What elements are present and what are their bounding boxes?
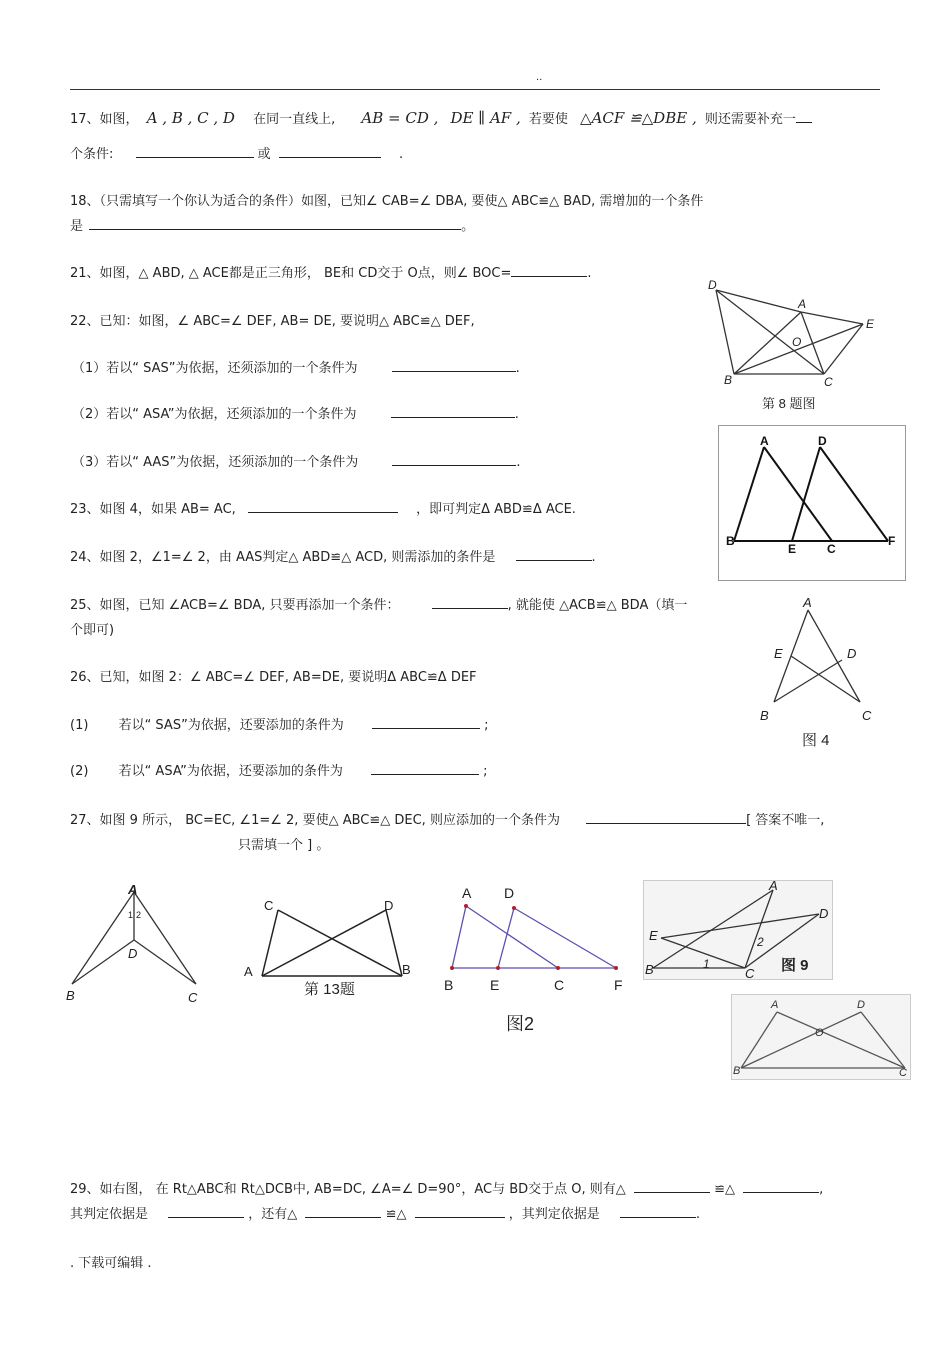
question-27-line2: 只需填一个 ] 。: [238, 838, 330, 853]
q29-blank-3[interactable]: [168, 1204, 244, 1218]
question-25-line1: [70, 594, 687, 613]
q17-eq1: AB = CD ,: [361, 109, 439, 127]
q23-blank[interactable]: [248, 499, 398, 513]
q27-blank[interactable]: [586, 810, 746, 824]
q17-number: 17、如图，: [70, 112, 139, 127]
q17-eq2: DE ∥ AF ,: [450, 109, 521, 127]
f13-label-b: B: [402, 962, 411, 977]
q22-blank-1[interactable]: [392, 358, 516, 372]
q29-blank-1[interactable]: [634, 1179, 710, 1193]
q18-end: 。: [461, 219, 475, 234]
q29-blank-2[interactable]: [743, 1179, 819, 1193]
q25-text1: 25、如图，已知 ∠ACB=∠ BDA, 只要再添加一个条件：: [70, 598, 400, 613]
q29-blank-6[interactable]: [620, 1204, 696, 1218]
q22-sub1-text: （1）若以“ SAS”为依据，还须添加的一个条件为: [72, 361, 358, 376]
q23-text2: ，即可判定Δ ABD≌Δ ACE.: [416, 502, 576, 517]
question-22-stem: 22、已知：如图，∠ ABC=∠ DEF, AB= DE, 要说明△ ABC≌△ DEF,: [70, 314, 475, 329]
q24-text: 24、如图 2，∠1=∠ 2，由 AAS判定△ ABD≌△ ACD, 则需添加的条件是: [70, 550, 496, 565]
f8-caption: 第 8 题图: [762, 396, 816, 411]
question-29-line1: [70, 1178, 823, 1197]
f12-label-c: C: [188, 990, 198, 1005]
f9-label-2: 2: [757, 935, 764, 949]
figure-9: [643, 880, 833, 980]
f29-label-o: O: [815, 1027, 824, 1039]
header-dots: ..: [536, 72, 543, 83]
q29-text1: 29、如右图， 在 Rt△ABC和 Rt△DCB中, AB=DC, ∠A=∠ D=90°，AC与 BD交于点 O, 则有△: [70, 1182, 626, 1197]
q22-blank-3[interactable]: [392, 452, 516, 466]
q21-blank[interactable]: [511, 263, 587, 277]
f4-label-e: E: [774, 646, 783, 661]
f13-label-c: C: [264, 898, 274, 913]
q25-blank[interactable]: [432, 595, 508, 609]
fabc-label-c: C: [827, 542, 836, 556]
f2-label-f: F: [614, 977, 623, 993]
q22-blank-2[interactable]: [391, 404, 515, 418]
q17-text2: 若要使: [528, 112, 568, 127]
fabc-label-f: F: [888, 534, 896, 548]
question-26-stem: 26、已知，如图 2：∠ ABC=∠ DEF, AB=DE, 要说明Δ ABC≌Δ DEF: [70, 670, 477, 685]
f8-label-o: O: [792, 335, 802, 349]
q29-blank-4[interactable]: [305, 1204, 381, 1218]
f12-label-a: A: [128, 882, 138, 897]
f13-label-d: D: [384, 898, 394, 913]
f8-label-a: A: [798, 297, 807, 311]
q17-text4: 个条件:: [70, 147, 114, 162]
q29-text2: 其判定依据是: [70, 1207, 149, 1222]
f12-label-2: 2: [136, 910, 142, 920]
q23-text1: 23、如图 4，如果 AB= AC,: [70, 502, 236, 517]
question-18-line1: 18、（只需填写一个你认为适合的条件）如图，已知∠ CAB=∠ DBA, 要使△ ABC≌△ BAD, 需增加的一个条件: [70, 194, 704, 209]
f9-label-c: C: [745, 966, 755, 980]
f9-label-b: B: [645, 962, 654, 977]
f9-label-a: A: [769, 880, 778, 893]
q21-end: .: [587, 266, 592, 281]
f12-label-1: 1: [128, 910, 134, 920]
q26-sub1-text: 若以“ SAS”为依据，还要添加的条件为: [118, 718, 344, 733]
q29-comma: ,: [819, 1182, 824, 1197]
question-17-line2: [70, 143, 403, 162]
question-17-line1: [70, 108, 812, 127]
q26-blank-1[interactable]: [372, 715, 480, 729]
f29-label-b: B: [733, 1065, 741, 1077]
q17-points: A , B , C , D: [146, 109, 235, 127]
question-27-line1: [70, 809, 824, 828]
figure-angles-12: [58, 880, 218, 1008]
q18-blank[interactable]: [89, 216, 461, 230]
question-26-sub1: [70, 714, 488, 733]
f8-label-b: B: [724, 373, 733, 387]
f9-label-e: E: [649, 928, 658, 943]
q17-or: 或: [257, 147, 271, 162]
fabc-label-e: E: [788, 542, 797, 556]
f9-caption: 图 9: [781, 957, 809, 974]
q26-n2: (2): [70, 764, 89, 779]
q22-end-2: .: [514, 407, 519, 422]
question-24: [70, 546, 596, 565]
q27-text2: [ 答案不唯一,: [746, 813, 825, 828]
q17-end: .: [398, 147, 404, 162]
f4-label-a: A: [803, 595, 812, 610]
figure-abcdef: [718, 425, 906, 581]
fabc-label-b: B: [726, 534, 735, 548]
header-rule: [70, 89, 880, 90]
q22-end-1: .: [515, 361, 520, 376]
f2-label-c: C: [554, 977, 565, 993]
f8-label-e: E: [866, 317, 875, 331]
f2-label-e: E: [490, 977, 500, 993]
f8-label-d: D: [708, 278, 717, 292]
figure-29: [731, 994, 911, 1080]
question-29-line2: [70, 1203, 700, 1222]
question-22-sub3: [72, 451, 521, 470]
f4-label-c: C: [862, 708, 872, 723]
question-22-sub1: [72, 357, 520, 376]
question-25-line2: 个即可): [70, 623, 115, 638]
q22-end-3: .: [516, 455, 521, 470]
f13-caption: 第 13题: [304, 981, 355, 998]
figure-13: [238, 890, 428, 1002]
f13-label-a: A: [244, 964, 253, 979]
q17-eq3: △ACF ≌△DBE ,: [580, 109, 697, 127]
question-22-sub2: [72, 403, 519, 422]
q22-sub3-text: （3）若以“ AAS”为依据，还须添加的一个条件为: [72, 455, 359, 470]
q26-n1: (1): [70, 718, 89, 733]
q26-end-2: ;: [483, 764, 488, 779]
q24-end: .: [591, 550, 596, 565]
q17-blank-tail[interactable]: [796, 109, 812, 123]
fabc-label-a: A: [760, 434, 769, 448]
footer-text: . 下载可编辑 .: [70, 1256, 152, 1271]
question-23: [70, 498, 576, 517]
f9-label-d: D: [819, 906, 829, 921]
figure-8: [700, 276, 885, 416]
f9-label-1: 1: [703, 957, 710, 971]
q29-blank-5[interactable]: [415, 1204, 505, 1218]
q17-text3: 则还需要补充一: [704, 112, 796, 127]
f4-caption: 图 4: [802, 732, 830, 749]
q21-text: 21、如图，△ ABD, △ ACE都是正三角形， BE和 CD交于 O点，则∠ BOC=: [70, 266, 512, 281]
q25-text2: , 就能使 △ACB≌△ BDA（填一: [507, 598, 688, 613]
f2-label-b: B: [444, 977, 454, 993]
q26-blank-2[interactable]: [371, 761, 479, 775]
question-21: [70, 262, 592, 281]
q29-end: .: [695, 1207, 701, 1222]
q27-text1: 27、如图 9 所示， BC=EC, ∠1=∠ 2, 要使△ ABC≌△ DEC, 则应添加的一个条件为: [70, 813, 560, 828]
fabc-label-d: D: [818, 434, 827, 448]
q17-blank-1[interactable]: [136, 144, 254, 158]
f8-label-c: C: [824, 375, 833, 389]
figure-4: [752, 592, 882, 752]
f4-label-d: D: [847, 646, 857, 661]
f4-label-b: B: [760, 708, 769, 723]
question-26-sub2: [70, 760, 488, 779]
q29-text3: ，还有△: [248, 1207, 298, 1222]
q26-end-1: ;: [484, 718, 489, 733]
q22-sub2-text: （2）若以“ ASA”为依据，还须添加的一个条件为: [72, 407, 357, 422]
f29-label-a: A: [771, 999, 779, 1011]
f2-caption: 图2: [506, 1014, 535, 1034]
f29-label-d: D: [857, 999, 865, 1011]
figure-2: [440, 880, 635, 1040]
f29-label-c: C: [899, 1067, 907, 1079]
q26-sub2-text: 若以“ ASA”为依据，还要添加的条件为: [118, 764, 343, 779]
q17-text1: 在同一直线上,: [253, 112, 336, 127]
f12-label-b: B: [66, 988, 75, 1003]
q18-text2: 是: [70, 219, 84, 234]
f12-label-d: D: [128, 946, 138, 961]
question-18-line2: [70, 215, 474, 234]
q24-blank[interactable]: [516, 547, 592, 561]
f2-label-a: A: [462, 885, 472, 901]
q29-cong-1: ≌△: [714, 1182, 735, 1197]
q29-text4: ，其判定依据是: [508, 1207, 600, 1222]
q17-blank-2[interactable]: [279, 144, 381, 158]
q29-cong-2: ≌△: [385, 1207, 407, 1222]
f2-label-d: D: [504, 885, 515, 901]
